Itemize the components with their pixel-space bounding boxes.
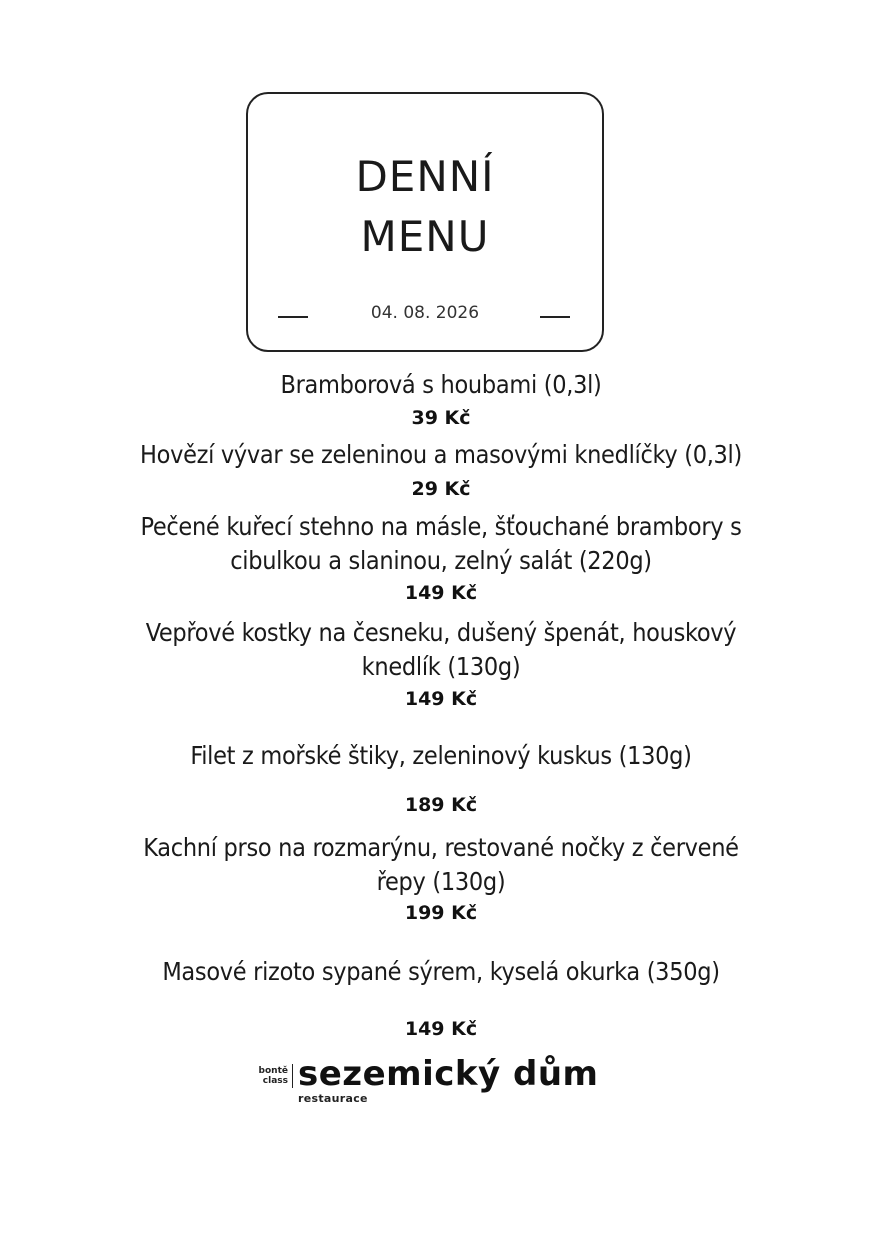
restaurant-logo	[250, 1054, 610, 1108]
dish-name-line: Pečené kuřecí stehno na másle, šťouchané brambory s	[140, 512, 742, 541]
logo-subtitle: restaurace	[298, 1092, 368, 1105]
dish-name	[60, 510, 822, 578]
logo-separator	[292, 1064, 293, 1088]
dish-name-line: řepy (130g)	[376, 867, 506, 896]
dish-price: 149 Kč	[404, 582, 478, 604]
date-row	[248, 302, 602, 326]
dish-name	[60, 438, 822, 472]
dish-name-line: Bramborová s houbami (0,3l)	[280, 370, 602, 399]
dish-name-line: knedlík (130g)	[361, 652, 521, 681]
dish-price: 149 Kč	[404, 688, 478, 710]
header-box	[246, 92, 604, 352]
dish-name-line: Kachní prso na rozmarýnu, restované nočky z červené	[143, 833, 739, 862]
right-dash-divider	[540, 316, 570, 318]
logo-brand-small	[250, 1066, 288, 1086]
dish-name	[60, 955, 822, 989]
logo-restaurant-name: sezemický dům	[298, 1054, 599, 1094]
dish-price: 29 Kč	[411, 478, 471, 500]
dish-name-line: Hovězí vývar se zeleninou a masovými knedlíčky (0,3l)	[140, 440, 742, 469]
dish-price: 149 Kč	[404, 1018, 478, 1040]
dish-name	[60, 616, 822, 684]
dish-name-line: Masové rizoto sypané sýrem, kyselá okurka (350g)	[162, 957, 720, 986]
menu-title-line2: MENU	[360, 212, 490, 261]
dish-name	[60, 831, 822, 899]
dish-price: 189 Kč	[404, 794, 478, 816]
logo-small-line2: class	[262, 1076, 288, 1086]
dish-name-line: cibulkou a slaninou, zelný salát (220g)	[230, 546, 652, 575]
dish-name	[60, 368, 822, 402]
logo-small-line1: bontě	[258, 1066, 288, 1076]
dish-price: 199 Kč	[404, 902, 478, 924]
menu-title-line1: DENNÍ	[355, 152, 495, 201]
dish-price: 39 Kč	[411, 407, 471, 429]
menu-date: 04. 08. 2026	[370, 303, 480, 323]
dish-name-line: Filet z mořské štiky, zeleninový kuskus (130g)	[190, 741, 692, 770]
dish-name-line: Vepřové kostky na česneku, dušený špenát, houskový	[145, 618, 737, 647]
dish-name	[60, 739, 822, 773]
